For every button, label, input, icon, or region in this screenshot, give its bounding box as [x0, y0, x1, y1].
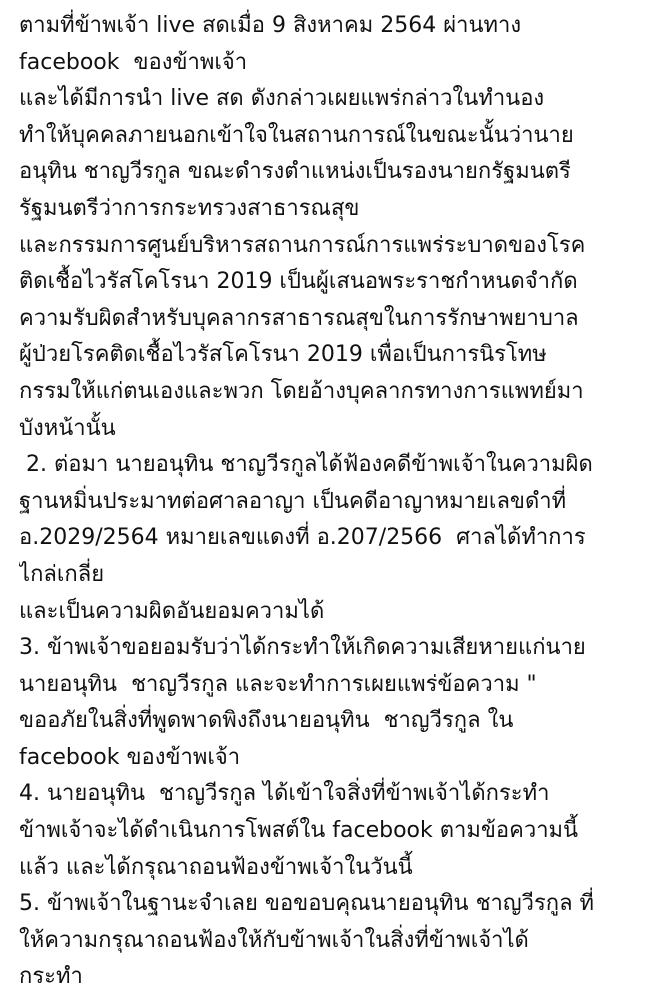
- text-line: 4. นายอนุทิน ชาญวีรกูล ได้เข้าใจสิ่งที่ข้าพเจ้าได้กระทำ: [19, 781, 550, 807]
- text-line: ฐานหมิ่นประมาทต่อศาลอาญา เป็นคดีอาญาหมายเลขดำที่: [19, 488, 567, 514]
- text-line: ขออภัยในสิ่งที่พูดพาดพิงถึงนายอนุทิน ชาญวีรกูล ใน: [19, 708, 514, 734]
- text-line: และได้มีการนำ live สด ดังกล่าวเผยแพร่กล่าวในทำนอง: [19, 86, 545, 112]
- text-line: และเป็นความผิดอันยอมความได้: [19, 598, 325, 624]
- text-line: ข้าพเจ้าจะได้ดำเนินการโพสต์ใน facebook ตามข้อความนี้: [19, 818, 579, 844]
- text-line: อนุทิน ชาญวีรกูล ขณะดำรงตำแหน่งเป็นรองนายกรัฐมนตรี: [19, 159, 571, 185]
- text-line: นายอนุทิน ชาญวีรกูล และจะทำการเผยแพร่ข้อความ ": [19, 671, 537, 697]
- text-line: ความรับผิดสำหรับบุคลากรสาธารณสุขในการรักษาพยาบาล: [19, 305, 579, 331]
- text-line: 2. ต่อมา นายอนุทิน ชาญวีรกูลได้ฟ้องคดีข้าพเจ้าในความผิด: [19, 452, 593, 478]
- text-line: ทำให้บุคคลภายนอกเข้าใจในสถานการณ์ในขณะนั้นว่านาย: [19, 122, 574, 148]
- text-line: ให้ความกรุณาถอนฟ้องให้กับข้าพเจ้าในสิ่งที่ข้าพเจ้าได้: [19, 927, 529, 953]
- text-line: ติดเชื้อไวรัสโคโรนา 2019 เป็นผู้เสนอพระราชกำหนดจำกัด: [19, 269, 578, 295]
- text-line: facebook ของข้าพเจ้า: [19, 49, 248, 75]
- text-line: บังหน้านั้น: [19, 415, 116, 441]
- text-line: ไกล่เกลี่ย: [19, 561, 105, 587]
- text-line: ผู้ป่วยโรคติดเชื้อไวรัสโคโรนา 2019 เพื่อเป็นการนิรโทษ: [19, 342, 547, 368]
- text-line: 5. ข้าพเจ้าในฐานะจำเลย ขอขอบคุณนายอนุทิน ชาญวีรกูล ที่: [19, 891, 595, 917]
- text-line: แล้ว และได้กรุณาถอนฟ้องข้าพเจ้าในวันนี้: [19, 854, 413, 880]
- text-line: อ.2029/2564 หมายเลขแดงที่ อ.207/2566 ศาลได้ทำการ: [19, 525, 586, 551]
- text-line: ตามที่ข้าพเจ้า live สดเมื่อ 9 สิงหาคม 2564 ผ่านทาง: [19, 13, 522, 38]
- text-line: รัฐมนตรีว่าการกระทรวงสาธารณสุข: [19, 195, 360, 221]
- text-line: และกรรมการศูนย์บริหารสถานการณ์การแพร่ระบาดของโรค: [19, 232, 586, 258]
- text-line: กรรมให้แก่ตนเองและพวก โดยอ้างบุคลากรทางการแพทย์มา: [19, 378, 584, 404]
- text-line: facebook ของข้าพเจ้า: [19, 744, 241, 770]
- text-line: กระทำ: [19, 964, 83, 990]
- text-line: 3. ข้าพเจ้าขอยอมรับว่าได้กระทำให้เกิดความเสียหายแก่นาย: [19, 635, 586, 661]
